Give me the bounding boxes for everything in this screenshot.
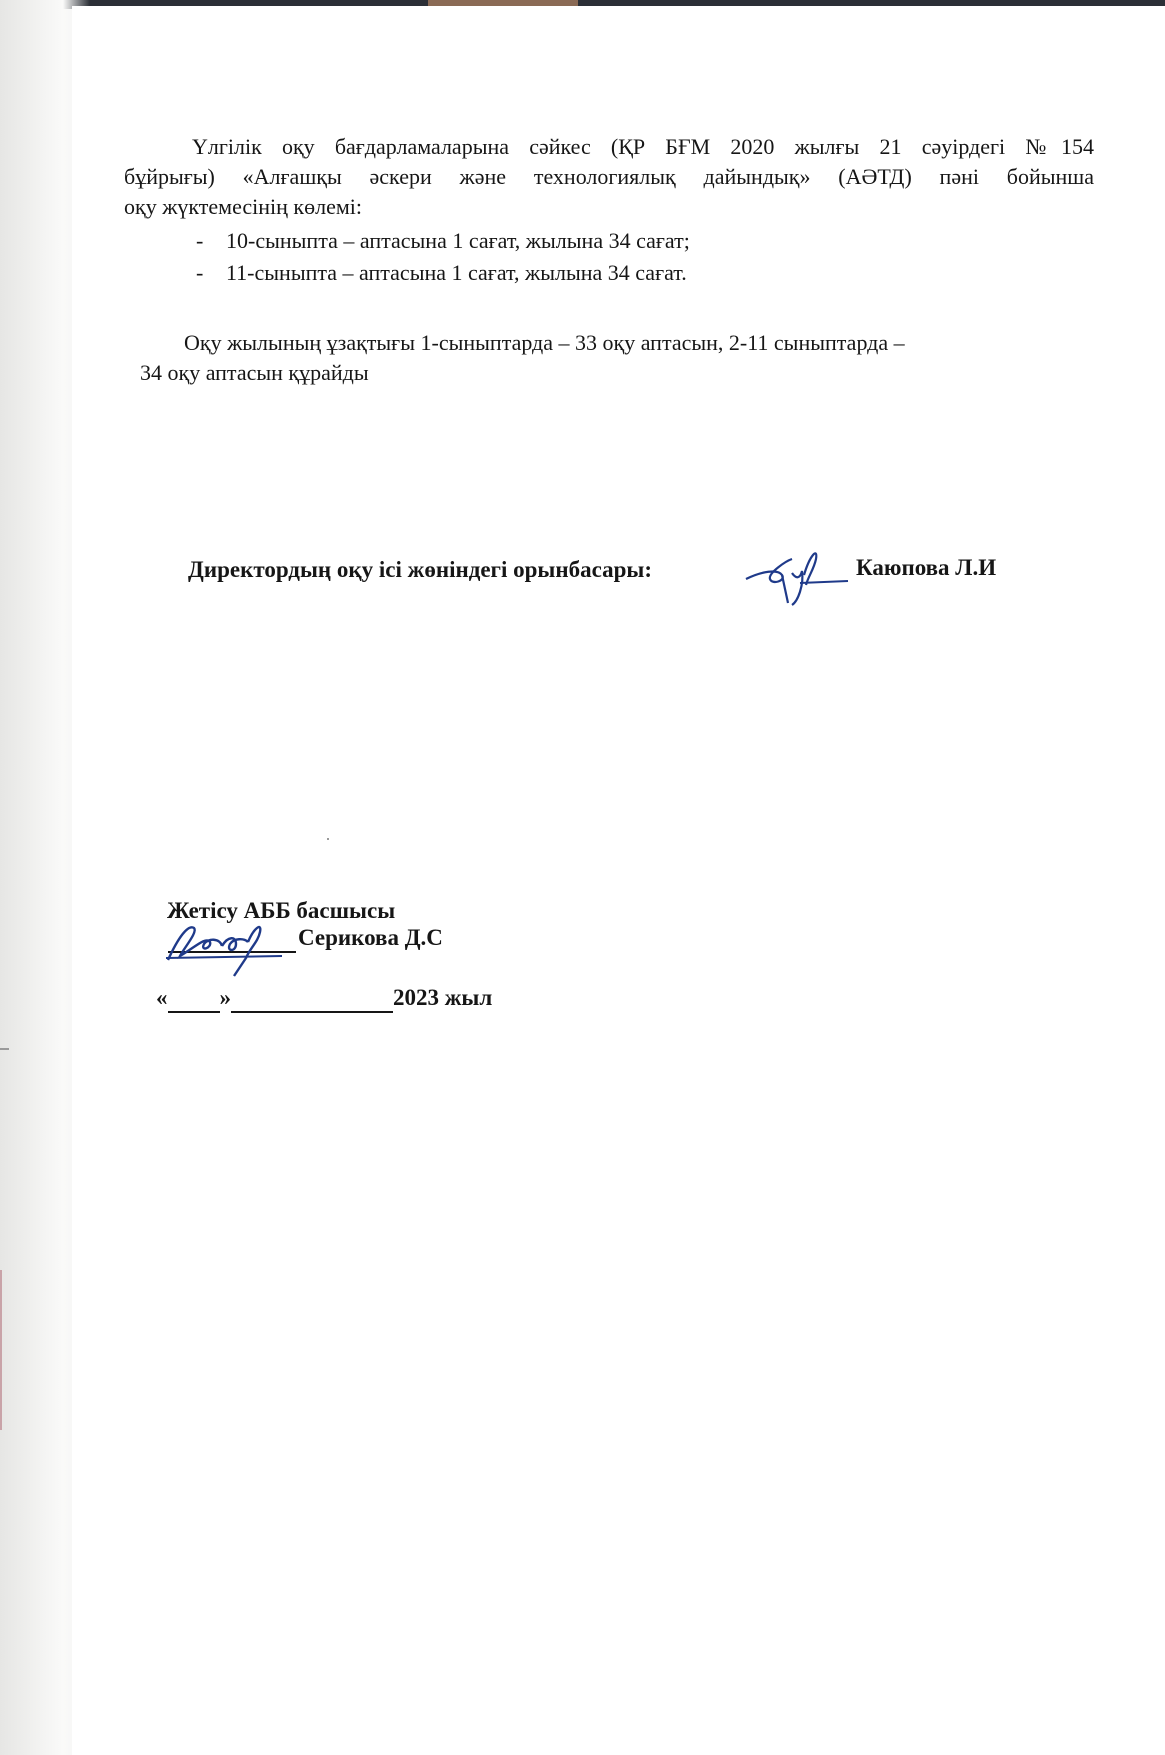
month-blank <box>231 985 393 1013</box>
hours-list <box>196 226 690 290</box>
approval-signature-icon <box>164 908 314 978</box>
date-close-quote: » <box>219 985 231 1010</box>
list-dash: - <box>196 260 204 285</box>
list-item-text: 10-сыныпта – аптасына 1 сағат, жылына 34 сағат; <box>226 228 690 253</box>
paragraph1-line1: Үлгілік оқу бағдарламаларына сәйкес (ҚР БҒМ 2020 жылғы 21 сәуірдегі №154 <box>192 134 1094 159</box>
paragraph-academic-year <box>140 328 1040 388</box>
paragraph2-line1: Оқу жылының ұзақтығы 1-сыныптарда – 33 оқу аптасын, 2-11 сыныптарда – <box>184 330 905 355</box>
list-item-text: 11-сыныпта – аптасына 1 сағат, жылына 34 сағат. <box>226 260 687 285</box>
date-line <box>156 983 492 1013</box>
day-blank <box>168 985 220 1013</box>
list-item <box>196 258 690 290</box>
list-dash: - <box>196 228 204 253</box>
deputy-label: Директордың оқу ісі жөніндегі орынбасары: <box>188 557 653 582</box>
deputy-name: Каюпова Л.И <box>856 555 997 580</box>
paragraph-curriculum <box>124 132 1094 222</box>
deputy-signature-icon <box>742 545 850 609</box>
list-item <box>196 226 690 258</box>
paragraph1-line2: бұйрығы) «Алғашқы әскери және технологиялық дайындық» (АӘТД) пәні бойынша <box>124 164 1094 189</box>
date-open-quote: « <box>156 985 168 1010</box>
date-year: 2023 жыл <box>393 985 493 1010</box>
paragraph2-line2: 34 оқу аптасын құрайды <box>140 360 369 385</box>
approval-title: Жетісу АББ басшысы <box>167 898 396 923</box>
scan-speck <box>0 1270 2 1430</box>
scan-speck <box>0 1048 9 1050</box>
scan-speck <box>327 838 329 840</box>
approval-name: Серикова Д.С <box>298 925 443 950</box>
paragraph1-line3: оқу жүктемесінің көлемі: <box>124 194 363 219</box>
